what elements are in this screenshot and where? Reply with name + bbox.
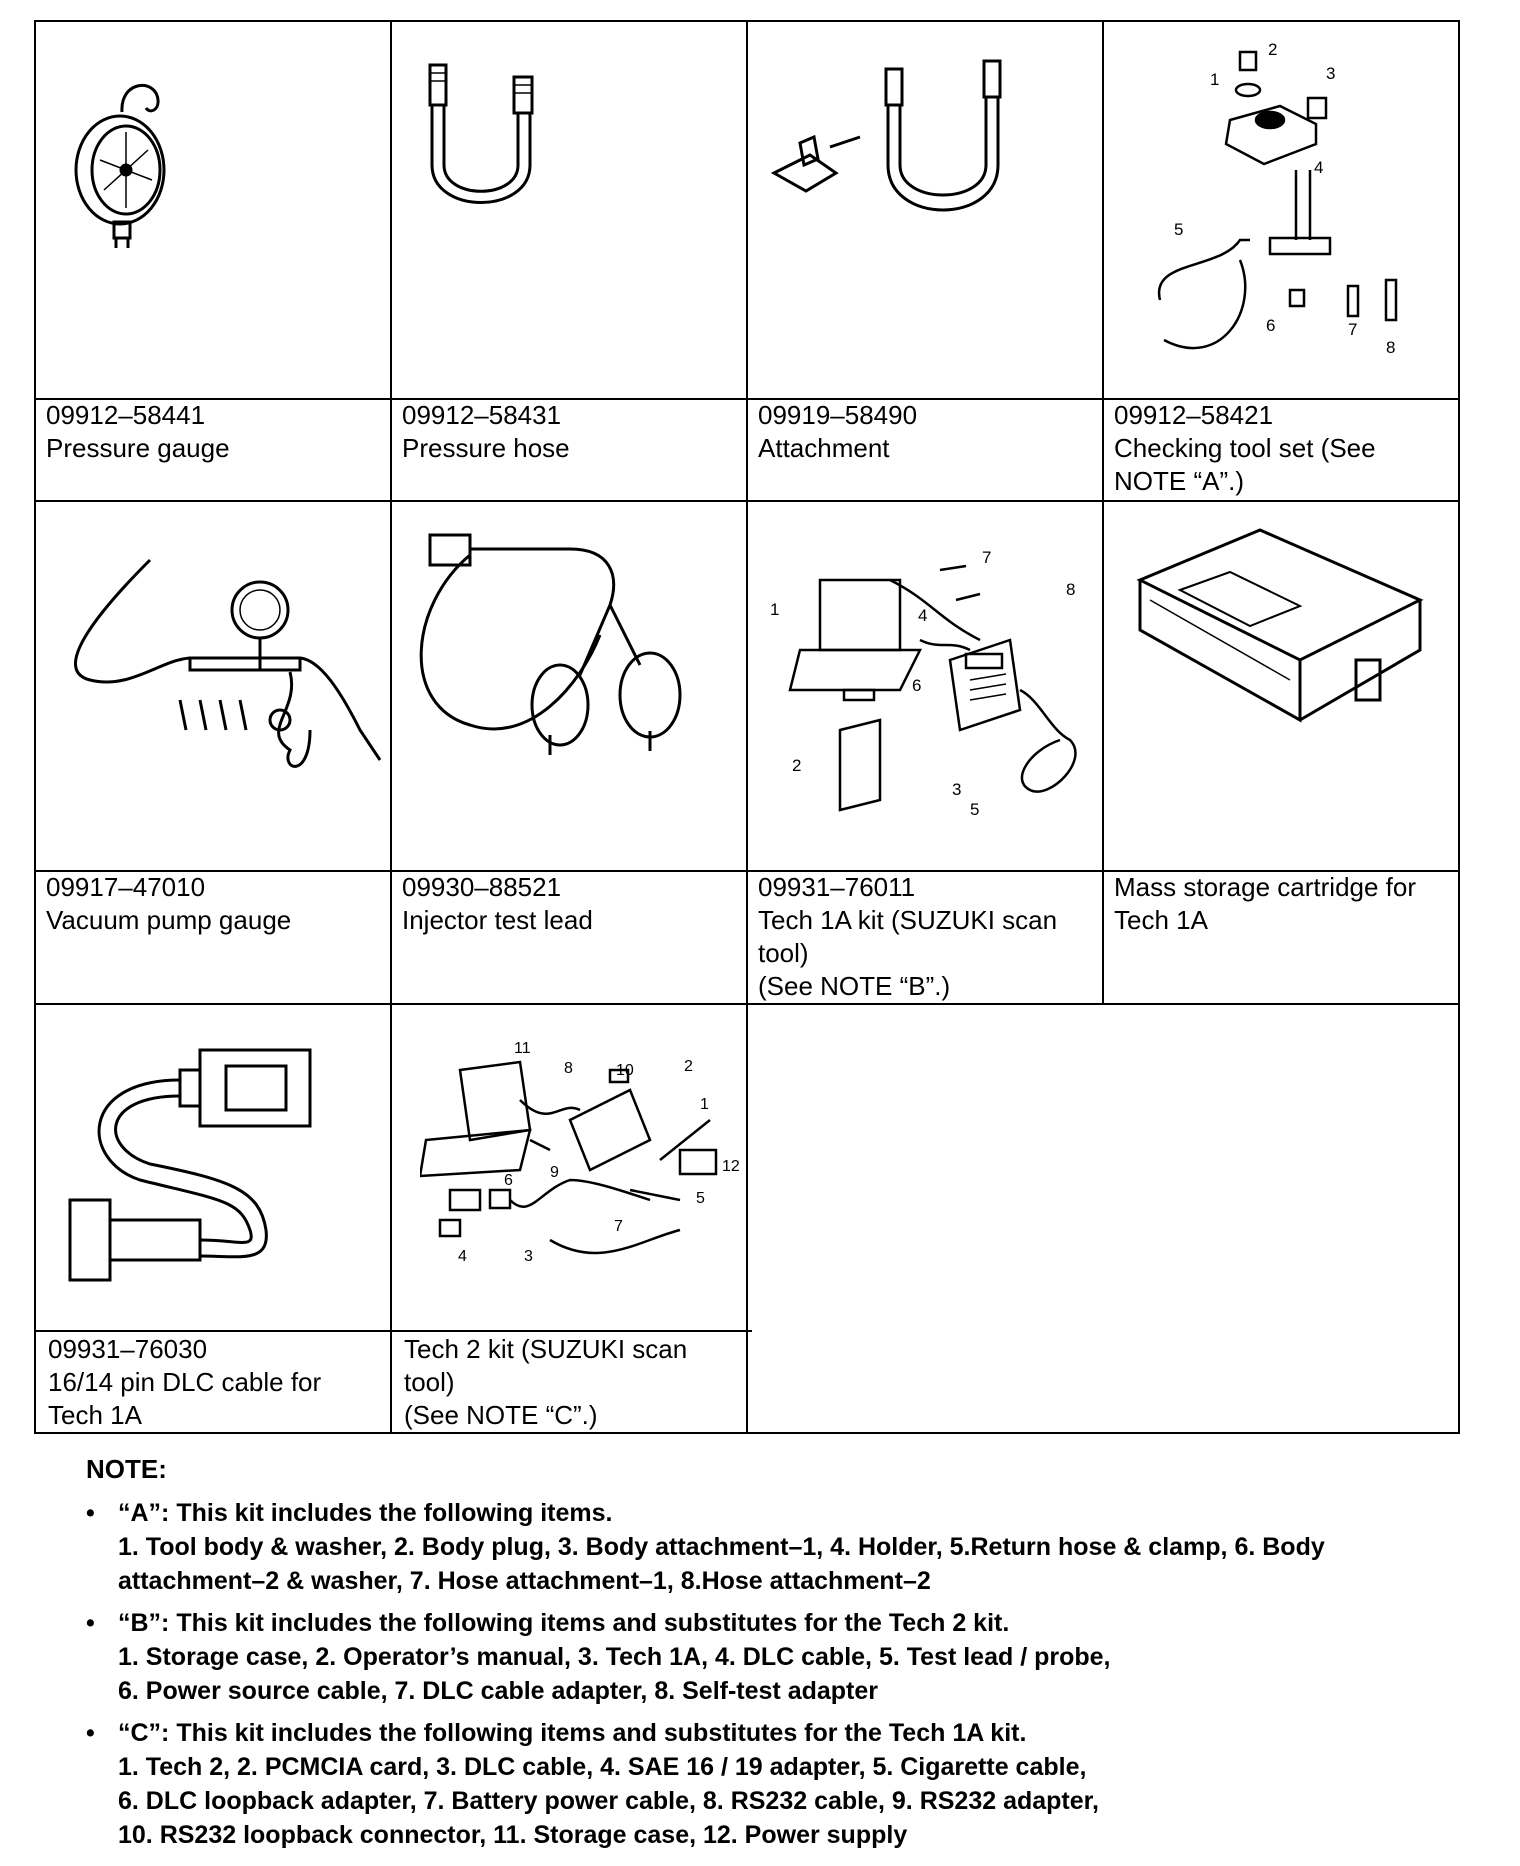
part-number: 09912–58431 <box>402 400 562 430</box>
tech-1a-kit-icon <box>770 540 1090 830</box>
tool-name: (See NOTE “B”.) <box>758 971 951 1001</box>
part-label: 4 <box>458 1248 467 1265</box>
part-label: 6 <box>1266 316 1276 335</box>
part-number: 09917–47010 <box>46 872 206 902</box>
tool-name: Vacuum pump gauge <box>46 905 292 935</box>
part-label: 4 <box>1314 158 1324 177</box>
vacuum-pump-gauge-icon <box>60 550 390 800</box>
part-label: 8 <box>1066 580 1076 599</box>
attachment-icon <box>770 55 1010 225</box>
part-label: 5 <box>696 1190 705 1207</box>
tool-name: Pressure gauge <box>46 433 230 463</box>
part-label: 2 <box>1268 40 1278 59</box>
note-line: 6. Power source cable, 7. DLC cable adapter, 8. Self-test adapter <box>118 1677 879 1705</box>
part-label: 1 <box>770 600 780 619</box>
part-number: 09912–58441 <box>46 400 206 430</box>
part-number: 09912–58421 <box>1114 400 1274 430</box>
tool-name: NOTE “A”.) <box>1114 466 1244 496</box>
part-label: 6 <box>504 1172 513 1189</box>
tool-name: Tech 1A <box>1114 905 1208 935</box>
note-item-c <box>86 1716 1506 1852</box>
part-number: 09930–88521 <box>402 872 562 902</box>
tool-name: Tech 1A kit (SUZUKI scan <box>758 905 1058 935</box>
part-label: 3 <box>1326 64 1336 83</box>
pressure-gauge-icon <box>60 70 180 250</box>
part-label: 2 <box>792 756 802 775</box>
mass-storage-cartridge-icon <box>1130 520 1430 740</box>
bullet: • <box>86 1609 95 1637</box>
part-label: 1 <box>1210 70 1220 89</box>
note-head: “A”: This kit includes the following items. <box>118 1499 613 1527</box>
part-label: 3 <box>952 780 962 799</box>
tool-name: Attachment <box>758 433 890 463</box>
note-head: “B”: This kit includes the following items and substitutes for the Tech 2 kit. <box>118 1609 1010 1637</box>
tool-name: 16/14 pin DLC cable for <box>48 1367 322 1397</box>
bullet: • <box>86 1499 95 1527</box>
dlc-cable-icon <box>60 1030 360 1290</box>
part-label: 6 <box>912 676 922 695</box>
tool-name: Tech 2 kit (SUZUKI scan <box>404 1334 688 1364</box>
note-line: 6. DLC loopback adapter, 7. Battery power cable, 8. RS232 cable, 9. RS232 adapter, <box>118 1787 1099 1815</box>
part-label: 12 <box>722 1158 740 1175</box>
note-title: NOTE: <box>86 1454 167 1484</box>
part-number: 09931–76030 <box>48 1334 208 1364</box>
part-label: 7 <box>1348 320 1358 339</box>
part-label: 4 <box>918 606 928 625</box>
note-head: “C”: This kit includes the following items and substitutes for the Tech 1A kit. <box>118 1719 1027 1747</box>
tool-name: tool) <box>404 1367 455 1397</box>
bullet: • <box>86 1719 95 1747</box>
tool-name: tool) <box>758 938 809 968</box>
part-label: 10 <box>616 1062 634 1079</box>
checking-tool-set-icon <box>1130 40 1420 360</box>
tool-name: Mass storage cartridge for <box>1114 872 1417 902</box>
tool-name: Tech 1A <box>48 1400 142 1430</box>
injector-test-lead-icon <box>410 525 710 755</box>
part-label: 3 <box>524 1248 533 1265</box>
tool-name: Checking tool set (See <box>1114 433 1376 463</box>
part-label: 2 <box>684 1058 693 1075</box>
part-label: 9 <box>550 1164 559 1181</box>
tool-name: Pressure hose <box>402 433 570 463</box>
tech-2-kit-icon <box>420 1040 750 1270</box>
part-label: 5 <box>1174 220 1184 239</box>
pressure-hose-icon <box>410 55 550 215</box>
notes-section <box>86 1452 1506 1860</box>
part-label: 7 <box>982 548 992 567</box>
note-line: 1. Storage case, 2. Operator’s manual, 3. Tech 1A, 4. DLC cable, 5. Test lead / probe, <box>118 1643 1111 1671</box>
note-item-a <box>86 1496 1506 1598</box>
tool-name: Injector test lead <box>402 905 593 935</box>
tool-name: (See NOTE “C”.) <box>404 1400 598 1430</box>
part-label: 1 <box>700 1096 709 1113</box>
note-line: 1. Tool body & washer, 2. Body plug, 3. Body attachment–1, 4. Holder, 5.Return hose & clamp, 6. Body <box>118 1533 1325 1561</box>
note-line: 10. RS232 loopback connector, 11. Storage case, 12. Power supply <box>118 1821 908 1849</box>
note-line: attachment–2 & washer, 7. Hose attachment–1, 8.Hose attachment–2 <box>118 1567 931 1595</box>
note-item-b <box>86 1606 1506 1708</box>
part-label: 11 <box>514 1040 531 1057</box>
part-number: 09919–58490 <box>758 400 918 430</box>
part-label: 8 <box>564 1060 573 1077</box>
part-label: 5 <box>970 800 980 819</box>
part-number: 09931–76011 <box>758 872 916 902</box>
part-label: 8 <box>1386 338 1396 357</box>
part-label: 7 <box>614 1218 623 1235</box>
note-line: 1. Tech 2, 2. PCMCIA card, 3. DLC cable, 4. SAE 16 / 19 adapter, 5. Cigarette cable, <box>118 1753 1087 1781</box>
